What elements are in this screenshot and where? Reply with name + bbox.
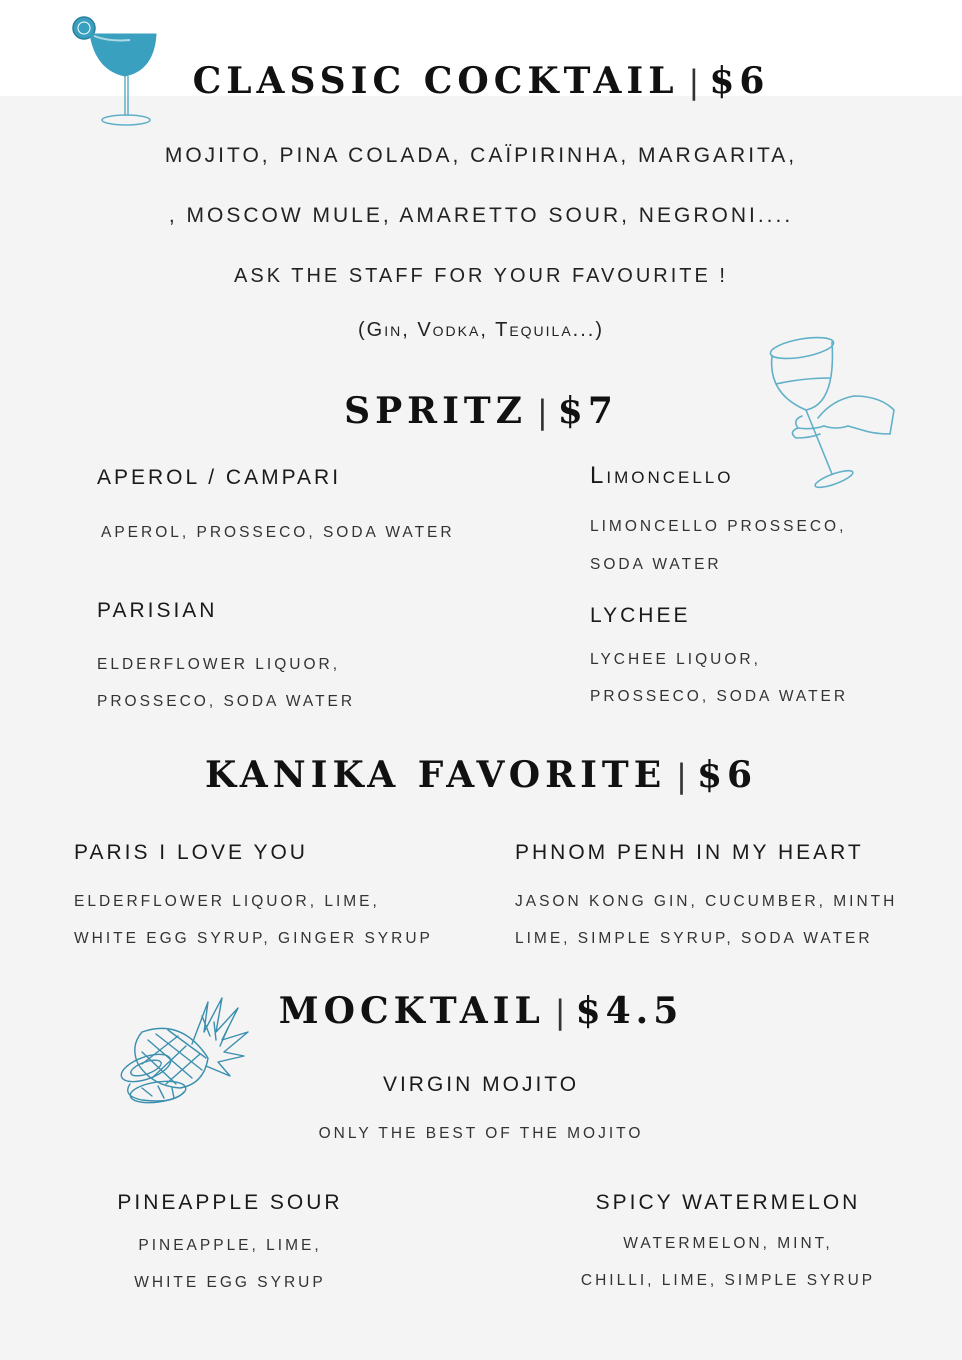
classic-cocktail-list-line-1: MOJITO, PINA COLADA, CAÏPIRINHA, MARGARITA, <box>164 144 798 167</box>
classic-cocktail-list-line-2: , MOSCOW MULE, AMARETTO SOUR, NEGRONI.... <box>168 204 794 227</box>
menu-item-name: PINEAPPLE SOUR <box>117 1191 343 1214</box>
ask-staff-note: ASK THE STAFF FOR YOUR FAVOURITE ! <box>234 265 728 287</box>
spritz-title: SPRITZ <box>344 390 527 432</box>
menu-item-desc: ELDERFLOWER LIQUOR, <box>97 656 341 673</box>
kanika-favorite-heading <box>0 754 962 796</box>
mocktail-price: $4.5 <box>575 990 684 1032</box>
menu-item-desc: WHITE EGG SYRUP, GINGER SYRUP <box>74 930 433 947</box>
menu-item-name: APEROL / CAMPARI <box>97 466 342 489</box>
heading-divider: | <box>537 393 548 431</box>
kanika-favorite-price: $6 <box>696 754 758 796</box>
spritz-price: $7 <box>557 390 618 432</box>
menu-item-name: PARISIAN <box>97 599 218 622</box>
classic-cocktail-price: $6 <box>709 60 770 102</box>
menu-item-name: VIRGIN MOJITO <box>382 1073 580 1096</box>
menu-item-desc: ELDERFLOWER LIQUOR, LIME, <box>74 893 380 910</box>
spirits-note: (Gin, Vodka, Tequila...) <box>358 319 604 341</box>
menu-item-desc: PINEAPPLE, LIME, <box>138 1237 322 1254</box>
menu-item-desc: LYCHEE LIQUOR, <box>590 651 761 668</box>
menu-item-desc: WATERMELON, MINT, <box>623 1235 833 1252</box>
kanika-favorite-title: KANIKA FAVORITE <box>204 754 667 796</box>
menu-item-name: LYCHEE <box>590 604 691 627</box>
heading-divider: | <box>554 993 566 1031</box>
menu-item-name: Limoncello <box>590 462 734 489</box>
menu-item-desc: APEROL, PROSSECO, SODA WATER <box>101 524 455 541</box>
menu-item-desc: WHITE EGG SYRUP <box>134 1274 326 1291</box>
menu-item-desc: LIMONCELLO PROSSECO, <box>590 518 847 535</box>
menu-item-desc: LIME, SIMPLE SYRUP, SODA WATER <box>515 930 873 947</box>
heading-divider: | <box>688 63 700 101</box>
menu-item-desc: CHILLI, LIME, SIMPLE SYRUP <box>580 1272 876 1289</box>
classic-cocktail-title: CLASSIC COCKTAIL <box>192 60 679 102</box>
mocktail-title: MOCKTAIL <box>278 990 545 1032</box>
menu-item-desc: ONLY THE BEST OF THE MOJITO <box>318 1125 644 1142</box>
mocktail-heading <box>0 990 962 1032</box>
menu-item-desc: SODA WATER <box>590 556 722 573</box>
menu-item-name: PARIS I LOVE YOU <box>74 841 308 864</box>
heading-divider: | <box>676 757 687 795</box>
menu-item-name: SPICY WATERMELON <box>595 1191 861 1214</box>
menu-item-desc: PROSSECO, SODA WATER <box>590 688 849 705</box>
menu-item-name: PHNOM PENH IN MY HEART <box>515 841 864 864</box>
menu-item-desc: PROSSECO, SODA WATER <box>97 693 356 710</box>
classic-cocktail-heading <box>0 60 962 102</box>
menu-item-desc: JASON KONG GIN, CUCUMBER, MINTH <box>515 893 898 910</box>
spritz-heading <box>0 390 962 432</box>
